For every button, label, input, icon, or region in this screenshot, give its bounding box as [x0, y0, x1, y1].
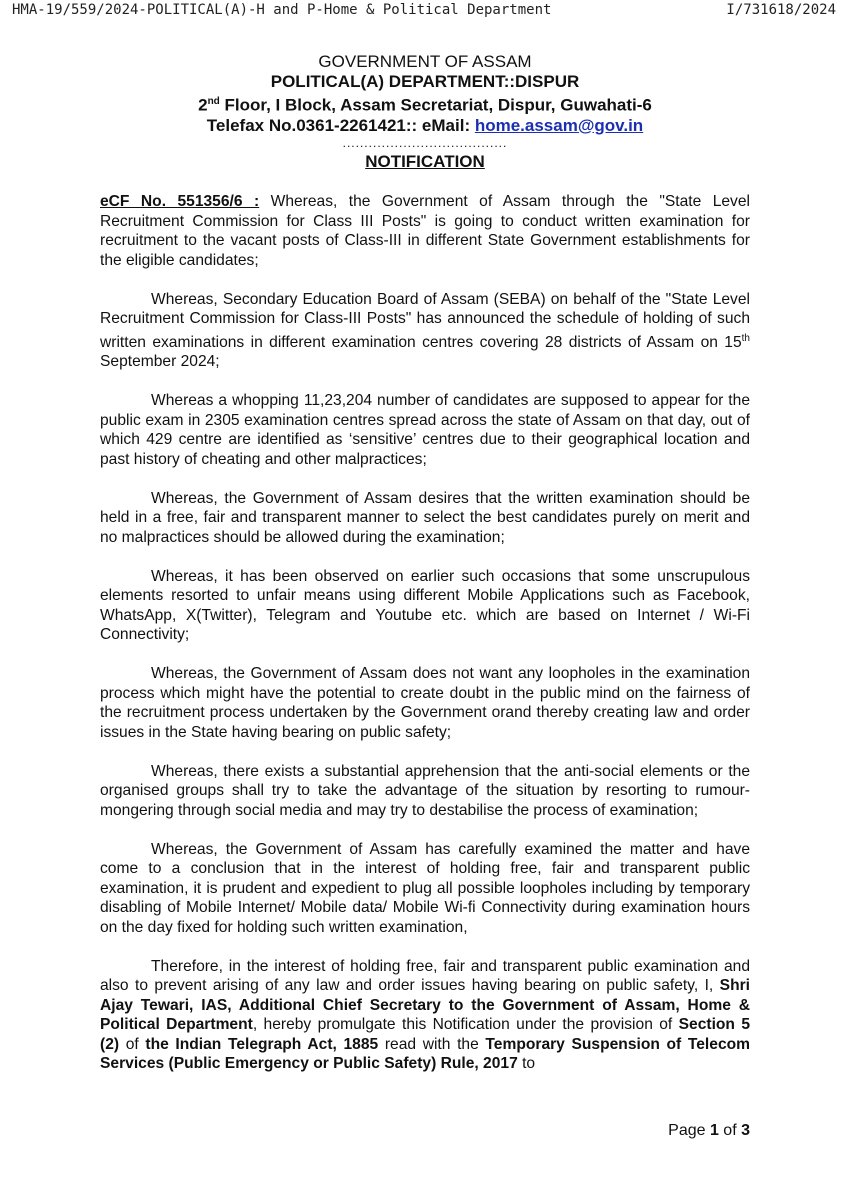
paragraph-8: Whereas, the Government of Assam has carefully examined the matter and have come to a conclusion that in the interest of holding free, fair and transparent public examination, it is prudent and expedient to plug all possible loopholes including by temporary disabling of Mobile Internet/ Mobile data/ Mobile Wi-fi Connectivity during examination hours on the day fixed for holding such written examination,: [100, 840, 750, 936]
notification-title: NOTIFICATION: [365, 151, 485, 171]
email-link[interactable]: home.assam@gov.in: [474, 115, 644, 135]
paragraph-1: eCF No. 551356/6 : Whereas, the Government of Assam through the "State Level Recruitment Commission for Class III Posts" is going to conduct written examination for recruitment to the vacant posts of Class-III in different State Government establishments for the eligible candidates;: [100, 193, 750, 269]
file-reference: HMA-19/559/2024-POLITICAL(A)-H and P-Home & Political Department: [12, 2, 552, 18]
address: 2nd Floor, I Block, Assam Secretariat, Dispur, Guwahati-6: [198, 95, 652, 115]
paragraph-4: Whereas, the Government of Assam desires that the written examination should be held in a free, fair and transparent manner to select the best candidates purely on merit and no malpractices should be allowed during the examination;: [100, 489, 750, 546]
page-number: Page 1 of 3: [668, 1122, 750, 1139]
ecf-number: eCF No. 551356/6 :: [100, 193, 260, 210]
file-header: [0, 0, 850, 22]
paragraph-3: Whereas a whopping 11,23,204 number of candidates are supposed to appear for the public exam in 2305 examination centres spread across the state of Assam on that day, out of which 429 centre are identified as ‘sensitive’ centres due to their geographical location and past history of cheating and other malpractices;: [100, 392, 750, 468]
department-name: POLITICAL(A) DEPARTMENT::DISPUR: [270, 72, 580, 91]
paragraph-7: Whereas, there exists a substantial apprehension that the anti-social elements or the organised groups shall try to take the advantage of the situation by resorting to rumour-mongering through social media and may try to destabilise the process of examination;: [100, 762, 750, 819]
separator-dots: ......................................: [342, 135, 508, 150]
paragraph-9: Therefore, in the interest of holding free, fair and transparent public examination and also to prevent arising of any law and order issues having bearing on public safety, I, Shri Ajay Tewari, IAS, Additional Chief Secretary to the Government of Assam, Home & Political Department, hereby promulgate this Notification under the provision of Section 5 (2) of the Indian Telegraph Act, 1885 read with the Temporary Suspension of Telecom Services (Public Emergency or Public Safety) Rule, 2017 to: [100, 957, 751, 1073]
paragraph-6: Whereas, the Government of Assam does not want any loopholes in the examination process which might have the potential to create doubt in the public mind on the fairness of the recruitment process undertaken by the Government orand thereby creating law and order issues in the State having bearing on public safety;: [100, 665, 750, 741]
notification-body: [100, 192, 750, 1093]
contact-line: Telefax No.0361-2261421:: eMail: home.assam@gov.in: [206, 115, 644, 135]
government-name: GOVERNMENT OF ASSAM: [318, 52, 532, 71]
letterhead: [0, 52, 850, 172]
inward-number: I/731618/2024: [726, 2, 836, 18]
paragraph-2: Whereas, Secondary Education Board of Assam (SEBA) on behalf of the "State Level Recruitment Commission for Class-III Posts" has announced the schedule of holding of such written examinations in different examination centres covering 28 districts of Assam on 15th September 2024;: [100, 290, 750, 371]
paragraph-5: Whereas, it has been observed on earlier such occasions that some unscrupulous elements resorted to unfair means using different Mobile Applications such as Facebook, WhatsApp, X(Twitter), Telegram and Youtube etc. which are based on Internet / Wi-Fi Connectivity;: [100, 567, 750, 644]
